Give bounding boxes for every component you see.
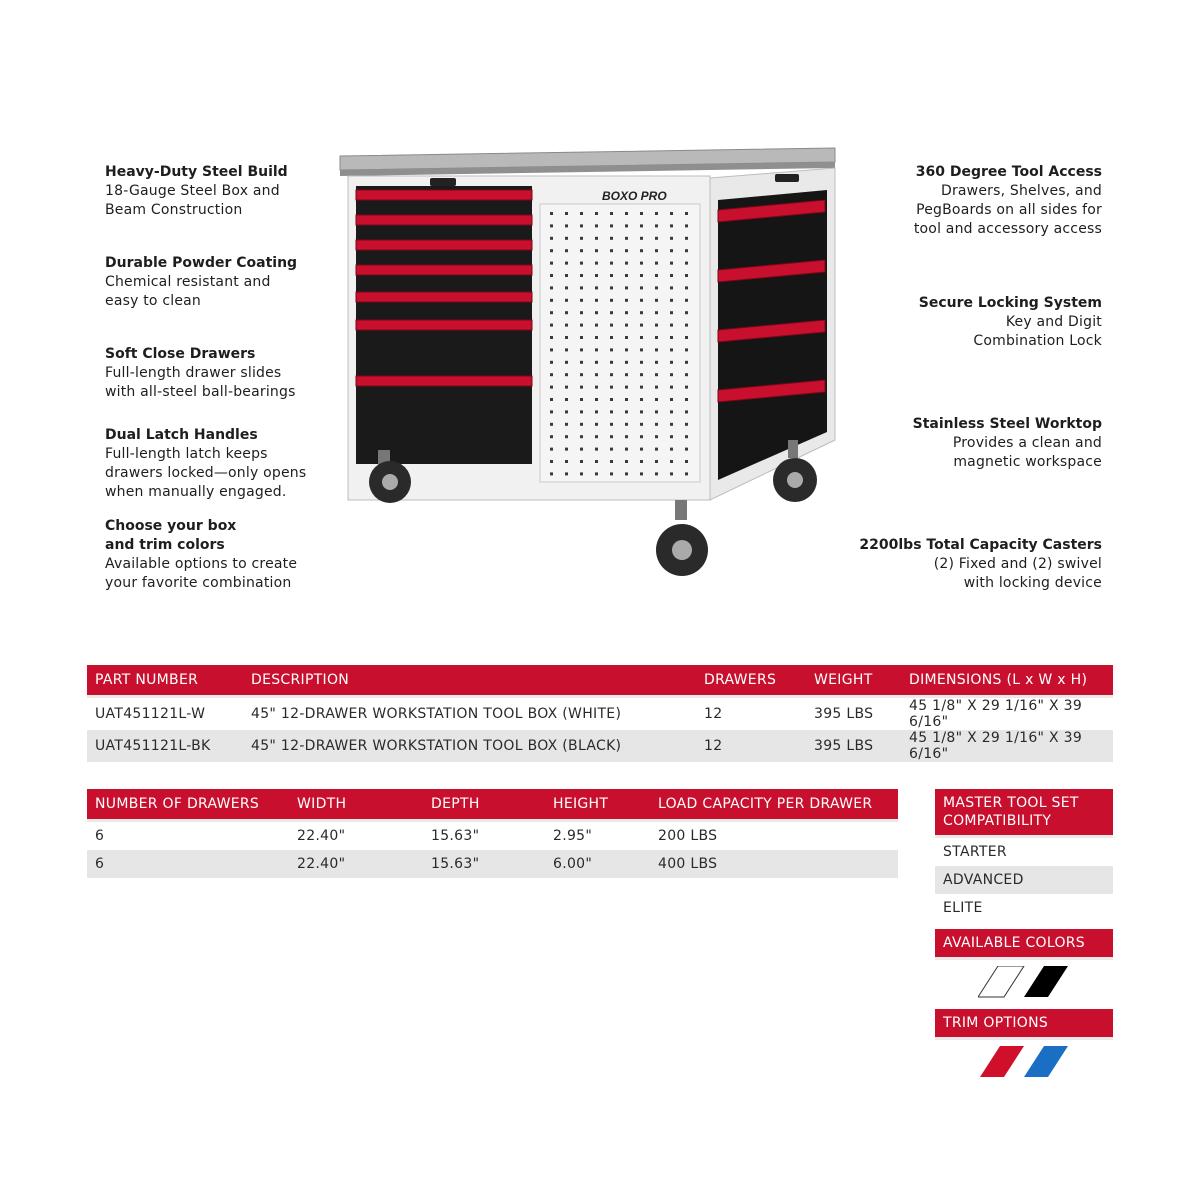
pegboard-hole bbox=[640, 324, 643, 327]
pegboard-hole bbox=[565, 262, 568, 265]
pegboard-hole bbox=[655, 224, 658, 227]
feature-desc: Provides a clean and magnetic workspace bbox=[952, 435, 1102, 470]
pegboard-hole bbox=[595, 423, 598, 426]
feature-title: Soft Close Drawers bbox=[105, 346, 256, 362]
pegboard-hole bbox=[580, 249, 583, 252]
pegboard-hole bbox=[580, 262, 583, 265]
table-row bbox=[87, 821, 898, 851]
pegboard-hole bbox=[685, 324, 688, 327]
feature-title: Durable Powder Coating bbox=[105, 255, 298, 271]
pegboard-hole bbox=[580, 435, 583, 438]
pegboard-hole bbox=[595, 286, 598, 289]
pegboard-hole bbox=[550, 423, 553, 426]
pegboard-hole bbox=[640, 237, 643, 240]
feature-title: 2200lbs Total Capacity Casters bbox=[859, 537, 1102, 553]
pegboard-hole bbox=[655, 249, 658, 252]
pegboard-hole bbox=[595, 262, 598, 265]
pegboard-hole bbox=[655, 324, 658, 327]
pegboard-hole bbox=[670, 348, 673, 351]
pegboard-hole bbox=[670, 435, 673, 438]
pegboard-hole bbox=[565, 336, 568, 339]
drawer-table bbox=[87, 789, 898, 878]
pegboard-hole bbox=[610, 398, 613, 401]
pegboard-hole bbox=[685, 460, 688, 463]
pegboard-hole bbox=[565, 460, 568, 463]
pegboard-hole bbox=[610, 348, 613, 351]
feature-title: Choose your box and trim colors bbox=[105, 518, 237, 553]
pegboard-hole bbox=[565, 423, 568, 426]
pegboard-hole bbox=[640, 361, 643, 364]
pegboard-hole bbox=[670, 373, 673, 376]
cell: 395 LBS bbox=[814, 706, 874, 722]
col-description: DESCRIPTION bbox=[243, 665, 696, 697]
pegboard-hole bbox=[580, 311, 583, 314]
col-part-number: PART NUMBER bbox=[87, 665, 243, 697]
pegboard-hole bbox=[685, 212, 688, 215]
pegboard-hole bbox=[625, 361, 628, 364]
pegboard-hole bbox=[640, 249, 643, 252]
pegboard-hole bbox=[550, 286, 553, 289]
pegboard-hole bbox=[670, 398, 673, 401]
pegboard-hole bbox=[685, 361, 688, 364]
pegboard-hole bbox=[595, 398, 598, 401]
pegboard-hole bbox=[580, 237, 583, 240]
pegboard-hole bbox=[625, 373, 628, 376]
pegboard-hole bbox=[565, 249, 568, 252]
pegboard-hole bbox=[565, 373, 568, 376]
pegboard-hole bbox=[580, 286, 583, 289]
pegboard-hole bbox=[580, 274, 583, 277]
pegboard-hole bbox=[655, 448, 658, 451]
pegboard-hole bbox=[580, 410, 583, 413]
col-dimensions: DIMENSIONS (L x W x H) bbox=[901, 665, 1113, 697]
black-color-swatch bbox=[1024, 966, 1068, 997]
pegboard-hole bbox=[655, 212, 658, 215]
pegboard-hole bbox=[595, 435, 598, 438]
cell: 45" 12-DRAWER WORKSTATION TOOL BOX (BLACK) bbox=[243, 730, 696, 762]
pegboard-hole bbox=[595, 311, 598, 314]
pegboard-hole bbox=[640, 435, 643, 438]
pegboard-hole bbox=[625, 398, 628, 401]
pegboard-hole bbox=[565, 324, 568, 327]
pegboard-hole bbox=[670, 262, 673, 265]
pegboard-hole bbox=[670, 299, 673, 302]
pegboard-hole bbox=[550, 435, 553, 438]
pegboard-hole bbox=[580, 212, 583, 215]
pegboard-hole bbox=[610, 373, 613, 376]
pegboard-hole bbox=[550, 373, 553, 376]
cell: 395 LBS bbox=[806, 730, 901, 762]
cell: 200 LBS bbox=[658, 828, 718, 844]
pegboard-hole bbox=[550, 386, 553, 389]
pegboard-hole bbox=[610, 274, 613, 277]
pegboard-hole bbox=[685, 299, 688, 302]
pegboard-hole bbox=[565, 274, 568, 277]
pegboard-hole bbox=[625, 324, 628, 327]
table-row bbox=[87, 850, 898, 878]
compat-panel bbox=[935, 789, 1113, 922]
pegboard-hole bbox=[580, 373, 583, 376]
pegboard-hole bbox=[685, 472, 688, 475]
pegboard-hole bbox=[550, 398, 553, 401]
pegboard-hole bbox=[565, 410, 568, 413]
pegboard-hole bbox=[550, 311, 553, 314]
pegboard-hole bbox=[595, 361, 598, 364]
pegboard-hole bbox=[595, 448, 598, 451]
pegboard-hole bbox=[625, 423, 628, 426]
pegboard-hole bbox=[640, 336, 643, 339]
pegboard-hole bbox=[670, 249, 673, 252]
pegboard-hole bbox=[640, 262, 643, 265]
pegboard-hole bbox=[685, 224, 688, 227]
pegboard-hole bbox=[595, 299, 598, 302]
compat-item: ELITE bbox=[943, 900, 983, 916]
pegboard-hole bbox=[670, 410, 673, 413]
pegboard-hole bbox=[550, 262, 553, 265]
pegboard-hole bbox=[685, 386, 688, 389]
pegboard-hole bbox=[655, 274, 658, 277]
pegboard-hole bbox=[685, 373, 688, 376]
pegboard-hole bbox=[640, 423, 643, 426]
pegboard-hole bbox=[625, 311, 628, 314]
pegboard-hole bbox=[625, 410, 628, 413]
pegboard-hole bbox=[610, 212, 613, 215]
pegboard-hole bbox=[595, 460, 598, 463]
pegboard-hole bbox=[685, 311, 688, 314]
table-row bbox=[87, 697, 1113, 731]
pegboard-hole bbox=[580, 324, 583, 327]
pegboard-hole bbox=[655, 262, 658, 265]
pegboard-hole bbox=[655, 299, 658, 302]
pegboard-hole bbox=[655, 373, 658, 376]
feature-desc: Drawers, Shelves, and PegBoards on all sides for tool and accessory access bbox=[913, 183, 1102, 237]
pegboard-hole bbox=[685, 336, 688, 339]
pegboard-hole bbox=[655, 237, 658, 240]
pegboard-hole bbox=[640, 348, 643, 351]
compat-item: STARTER bbox=[943, 844, 1007, 860]
pegboard-hole bbox=[595, 410, 598, 413]
feature-title: Stainless Steel Worktop bbox=[912, 416, 1102, 432]
pegboard-hole bbox=[685, 274, 688, 277]
pegboard-hole bbox=[565, 386, 568, 389]
blue-trim-swatch bbox=[1024, 1046, 1068, 1077]
pegboard-hole bbox=[685, 249, 688, 252]
pegboard-hole bbox=[670, 212, 673, 215]
table-row bbox=[87, 730, 1113, 762]
pegboard-hole bbox=[670, 460, 673, 463]
pegboard-hole bbox=[595, 249, 598, 252]
trim-panel bbox=[935, 1009, 1113, 1040]
pegboard-hole bbox=[610, 249, 613, 252]
pegboard-hole bbox=[625, 472, 628, 475]
pegboard-hole bbox=[580, 448, 583, 451]
pegboard-hole bbox=[550, 410, 553, 413]
pegboard-hole bbox=[655, 398, 658, 401]
colors-panel bbox=[935, 929, 1113, 960]
feature-title: 360 Degree Tool Access bbox=[915, 164, 1102, 180]
pegboard-hole bbox=[685, 348, 688, 351]
pegboard-hole bbox=[550, 361, 553, 364]
pegboard-hole bbox=[550, 348, 553, 351]
feature-title: Dual Latch Handles bbox=[105, 427, 258, 443]
cell: 45 1/8" X 29 1/16" X 39 6/16" bbox=[909, 698, 1083, 730]
trim-swatches bbox=[978, 1046, 1070, 1078]
brand-logo: BOXO PRO bbox=[602, 189, 667, 203]
pegboard-hole bbox=[640, 274, 643, 277]
pegboard-hole bbox=[595, 212, 598, 215]
pegboard-hole bbox=[625, 336, 628, 339]
pegboard-hole bbox=[565, 224, 568, 227]
pegboard-hole bbox=[685, 398, 688, 401]
pegboard-hole bbox=[580, 361, 583, 364]
pegboard-hole bbox=[640, 386, 643, 389]
pegboard-hole bbox=[655, 286, 658, 289]
col-width: WIDTH bbox=[289, 789, 423, 821]
pegboard-hole bbox=[610, 361, 613, 364]
cell: 6 bbox=[95, 828, 105, 844]
colors-header: AVAILABLE COLORS bbox=[935, 929, 1113, 960]
product-image bbox=[330, 140, 850, 590]
pegboard-hole bbox=[565, 212, 568, 215]
pegboard-hole bbox=[670, 386, 673, 389]
pegboard-hole bbox=[580, 299, 583, 302]
pegboard-hole bbox=[670, 224, 673, 227]
pegboard-hole bbox=[670, 336, 673, 339]
pegboard-hole bbox=[595, 386, 598, 389]
pegboard-hole bbox=[655, 348, 658, 351]
pegboard-hole bbox=[655, 423, 658, 426]
feature-desc: Chemical resistant and easy to clean bbox=[105, 274, 271, 309]
feature-desc: Full-length drawer slides with all-steel ball-bearings bbox=[105, 365, 296, 400]
pegboard-hole bbox=[655, 361, 658, 364]
feature-desc: Full-length latch keeps drawers locked—only opens when manually engaged. bbox=[105, 446, 307, 500]
pegboard-hole bbox=[580, 348, 583, 351]
cell: 45" 12-DRAWER WORKSTATION TOOL BOX (WHITE) bbox=[251, 706, 622, 722]
pegboard-hole bbox=[655, 435, 658, 438]
pegboard-hole bbox=[580, 398, 583, 401]
cell: 15.63" bbox=[431, 828, 480, 844]
pegboard-hole bbox=[610, 336, 613, 339]
pegboard-hole bbox=[610, 423, 613, 426]
pegboard-hole bbox=[640, 299, 643, 302]
cell: 22.40" bbox=[297, 828, 346, 844]
pegboard-hole bbox=[640, 460, 643, 463]
col-depth: DEPTH bbox=[423, 789, 545, 821]
pegboard-hole bbox=[595, 336, 598, 339]
pegboard-hole bbox=[625, 386, 628, 389]
white-color-swatch bbox=[978, 966, 1024, 997]
pegboard-hole bbox=[625, 224, 628, 227]
pegboard-hole bbox=[685, 237, 688, 240]
pegboard-hole bbox=[580, 224, 583, 227]
pegboard-hole bbox=[595, 224, 598, 227]
pegboard-hole bbox=[565, 348, 568, 351]
pegboard-hole bbox=[595, 472, 598, 475]
pegboard-hole bbox=[550, 237, 553, 240]
cell: 12 bbox=[696, 730, 806, 762]
pegboard-hole bbox=[670, 361, 673, 364]
pegboard-hole bbox=[655, 472, 658, 475]
pegboard-hole bbox=[610, 286, 613, 289]
feature-title: Secure Locking System bbox=[918, 295, 1102, 311]
pegboard-hole bbox=[550, 249, 553, 252]
compat-header: MASTER TOOL SET COMPATIBILITY bbox=[935, 789, 1113, 838]
pegboard-hole bbox=[670, 423, 673, 426]
pegboard-hole bbox=[685, 448, 688, 451]
pegboard-hole bbox=[610, 299, 613, 302]
pegboard-hole bbox=[640, 311, 643, 314]
pegboard-hole bbox=[670, 448, 673, 451]
pegboard-hole bbox=[625, 249, 628, 252]
col-height: HEIGHT bbox=[545, 789, 650, 821]
pegboard-hole bbox=[655, 311, 658, 314]
feature-worktop bbox=[832, 415, 1102, 472]
pegboard-hole bbox=[550, 212, 553, 215]
pegboard-hole bbox=[625, 299, 628, 302]
pegboard-hole bbox=[610, 472, 613, 475]
pegboard-hole bbox=[580, 336, 583, 339]
pegboard-hole bbox=[610, 460, 613, 463]
pegboard-hole bbox=[580, 423, 583, 426]
pegboard-hole bbox=[625, 262, 628, 265]
pegboard-hole bbox=[610, 224, 613, 227]
pegboard-hole bbox=[565, 361, 568, 364]
cell: 45 1/8" X 29 1/16" X 39 6/16" bbox=[901, 730, 1113, 762]
pegboard-hole bbox=[550, 336, 553, 339]
pegboard-hole bbox=[640, 286, 643, 289]
pegboard-hole bbox=[565, 286, 568, 289]
trim-header: TRIM OPTIONS bbox=[935, 1009, 1113, 1040]
pegboard-hole bbox=[580, 472, 583, 475]
pegboard-hole bbox=[685, 423, 688, 426]
pegboard-hole bbox=[625, 448, 628, 451]
pegboard-hole bbox=[610, 262, 613, 265]
pegboard-hole bbox=[670, 472, 673, 475]
cell: UAT451121L-W bbox=[95, 706, 206, 722]
pegboard-hole bbox=[625, 237, 628, 240]
col-weight: WEIGHT bbox=[806, 665, 901, 697]
pegboard-hole bbox=[595, 373, 598, 376]
pegboard-hole bbox=[610, 237, 613, 240]
pegboard-hole bbox=[640, 212, 643, 215]
pegboard-hole bbox=[625, 435, 628, 438]
pegboard-hole bbox=[565, 237, 568, 240]
pegboard-hole bbox=[625, 348, 628, 351]
red-trim-swatch bbox=[980, 1046, 1024, 1077]
pegboard-hole bbox=[580, 460, 583, 463]
pegboard-hole bbox=[670, 274, 673, 277]
pegboard-hole bbox=[685, 286, 688, 289]
feature-360-access bbox=[832, 163, 1102, 239]
pegboard-hole bbox=[640, 224, 643, 227]
pegboard-hole bbox=[655, 460, 658, 463]
pegboard-hole bbox=[640, 373, 643, 376]
pegboard-hole bbox=[640, 410, 643, 413]
pegboard-hole bbox=[565, 472, 568, 475]
parts-table bbox=[87, 665, 1113, 762]
pegboard-hole bbox=[655, 336, 658, 339]
color-swatches bbox=[978, 966, 1070, 998]
pegboard-hole bbox=[670, 286, 673, 289]
feature-desc: (2) Fixed and (2) swivel with locking device bbox=[933, 556, 1102, 591]
pegboard-hole bbox=[685, 262, 688, 265]
cell: 6.00" bbox=[545, 850, 650, 878]
pegboard-hole bbox=[550, 324, 553, 327]
pegboard-hole bbox=[670, 311, 673, 314]
cell: 6 bbox=[87, 850, 289, 878]
pegboard-hole bbox=[610, 386, 613, 389]
compat-item: ADVANCED bbox=[935, 866, 1113, 894]
pegboard-hole bbox=[640, 472, 643, 475]
pegboard-hole bbox=[685, 410, 688, 413]
pegboard-hole bbox=[685, 435, 688, 438]
feature-desc: 18-Gauge Steel Box and Beam Construction bbox=[105, 183, 280, 218]
col-load-capacity: LOAD CAPACITY PER DRAWER bbox=[650, 789, 898, 821]
pegboard-hole bbox=[610, 410, 613, 413]
feature-locking bbox=[832, 294, 1102, 351]
pegboard-hole bbox=[565, 398, 568, 401]
pegboard-hole bbox=[625, 274, 628, 277]
pegboard-hole bbox=[610, 448, 613, 451]
col-number-of-drawers: NUMBER OF DRAWERS bbox=[87, 789, 289, 821]
pegboard-hole bbox=[595, 348, 598, 351]
pegboard-hole bbox=[655, 410, 658, 413]
pegboard-hole bbox=[640, 398, 643, 401]
pegboard-hole bbox=[565, 311, 568, 314]
cell: 22.40" bbox=[289, 850, 423, 878]
feature-desc: Key and Digit Combination Lock bbox=[973, 314, 1102, 349]
col-drawers: DRAWERS bbox=[696, 665, 806, 697]
pegboard-hole bbox=[550, 224, 553, 227]
pegboard-hole bbox=[550, 299, 553, 302]
cell: 12 bbox=[704, 706, 723, 722]
cell: 15.63" bbox=[423, 850, 545, 878]
pegboard-hole bbox=[670, 237, 673, 240]
pegboard-hole bbox=[580, 386, 583, 389]
pegboard-hole bbox=[565, 435, 568, 438]
cell: 400 LBS bbox=[650, 850, 898, 878]
pegboard-hole bbox=[550, 274, 553, 277]
pegboard-hole bbox=[625, 460, 628, 463]
pegboard-hole bbox=[550, 460, 553, 463]
feature-desc: Available options to create your favorite combination bbox=[105, 556, 298, 591]
pegboard-hole bbox=[640, 448, 643, 451]
pegboard-hole bbox=[625, 286, 628, 289]
cell: 2.95" bbox=[553, 828, 593, 844]
pegboard-hole bbox=[610, 324, 613, 327]
pegboard-hole bbox=[550, 448, 553, 451]
pegboard-hole bbox=[655, 386, 658, 389]
pegboard-hole bbox=[595, 324, 598, 327]
pegboard-hole bbox=[610, 435, 613, 438]
pegboard-hole bbox=[610, 311, 613, 314]
feature-title: Heavy-Duty Steel Build bbox=[105, 164, 288, 180]
pegboard-hole bbox=[595, 274, 598, 277]
pegboard-hole bbox=[565, 299, 568, 302]
pegboard-hole bbox=[670, 324, 673, 327]
cell: UAT451121L-BK bbox=[87, 730, 243, 762]
pegboard-hole bbox=[595, 237, 598, 240]
pegboard-hole bbox=[625, 212, 628, 215]
pegboard-hole bbox=[550, 472, 553, 475]
pegboard-hole bbox=[565, 448, 568, 451]
feature-casters bbox=[832, 536, 1102, 593]
